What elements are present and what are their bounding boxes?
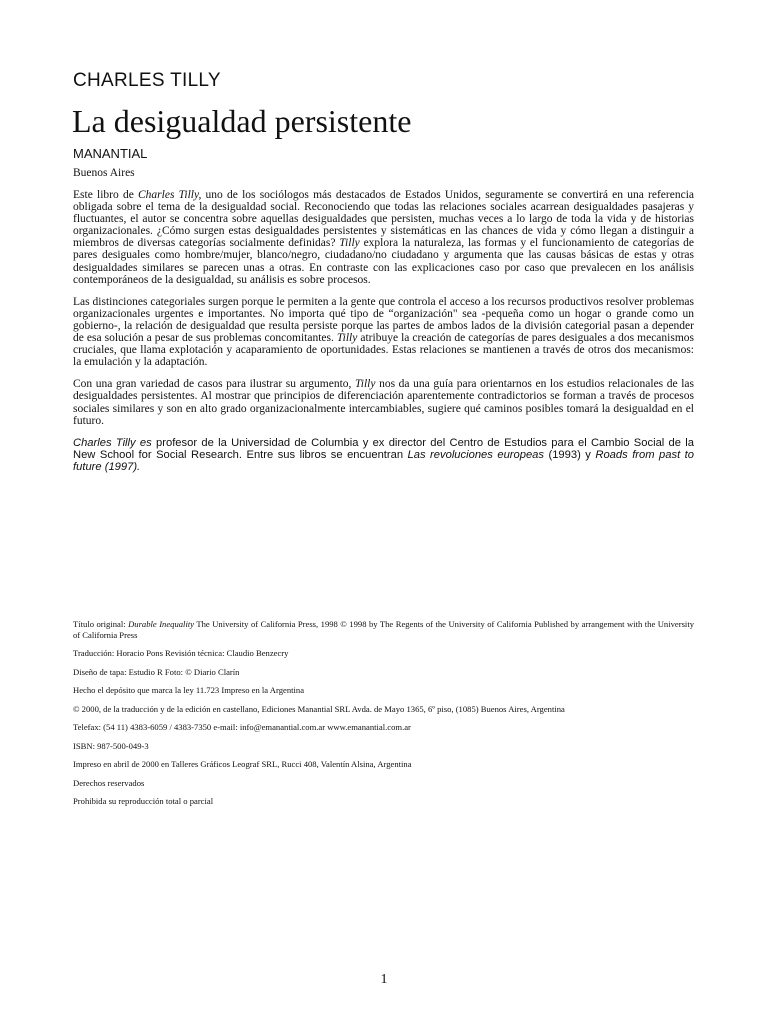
book-title-italic: Las revoluciones europeas	[407, 448, 544, 461]
text-run: Las distinciones categoriales surgen porque le permiten a la gente que controla el acceso a los recursos productivos resolver problemas organizacionales urgentes e importantes. No importa qué tipo de “organización" sea -pequeña como un hogar o grande como un gobierno-, la relación de desigualdad que resulta persiste porque las partes de ambos lados de la división categorial pasan a depender de esa solución a pesar de sus problemas concomitantes.	[73, 295, 694, 345]
author-name: CHARLES TILLY	[73, 70, 221, 91]
credit-legal-deposit: Hecho el depósito que marca la ley 11.723 Impreso en la Argentina	[73, 685, 305, 695]
description-paragraph-2	[73, 296, 694, 369]
book-title: La desigualdad persistente	[72, 103, 412, 139]
description-paragraph-3	[73, 378, 694, 426]
text-run: profesor de la Universidad de Columbia y ex director del Centro de Estudios para el Cambio Social de la New School for Social Research. Entre sus libros se encuentran	[73, 436, 694, 461]
page-number: 1	[380, 972, 388, 987]
author-italic: Tilly	[336, 332, 358, 345]
book-description	[73, 189, 694, 483]
author-bio-paragraph	[73, 437, 694, 473]
text-run: (1993) y	[544, 448, 596, 461]
credit-isbn: ISBN: 987-500-049-3	[73, 740, 149, 751]
text-run: explora la naturaleza, las formas y el funcionamiento de categorías de pares desiguales como hombre/mujer, blanco/negro, ciudadano/no ciudadano y argumenta que las causas básicas de estas y otras desigualdades similares se parecen unas a otras. En contraste con las explicaciones caso por caso que prevalecen en los análisis contemporáneos de la desigualdad, su análisis es sobre procesos.	[73, 237, 694, 286]
credit-contact: Telefax: (54 11) 4383-6059 / 4383-7350 e-mail: info@emanantial.com.ar www.emanantial.com.ar	[73, 722, 411, 732]
credit-rights: Derechos reservados	[73, 777, 145, 788]
text-run: The University of California Press, 1998 © 1998 by The Regents of the University of California Published by arrangement with the University of California Press	[73, 619, 695, 640]
original-title-italic: Durable Inequality	[128, 619, 195, 629]
author-italic: Tilly	[339, 237, 360, 250]
author-italic: Charles Tilly,	[138, 189, 202, 201]
copyright-credits	[73, 619, 694, 815]
description-paragraph-1	[73, 189, 694, 286]
credit-printing: Impreso en abril de 2000 en Talleres Gráficos Leograf SRL, Rucci 408, Valentín Alsina, Argentina	[73, 759, 412, 769]
text-run: Este libro de	[73, 189, 139, 201]
credit-prohibition: Prohibida su reproducción total o parcial	[73, 796, 214, 806]
text-run: Título original:	[73, 619, 129, 629]
text-run: Con una gran variedad de casos para ilustrar su argumento,	[73, 378, 356, 391]
credit-cover-design: Diseño de tapa: Estudio R Foto: © Diario Clarín	[73, 666, 240, 677]
credit-translation: Traducción: Horacio Pons Revisión técnica: Claudio Benzecry	[73, 648, 289, 658]
author-italic: Charles Tilly es	[73, 436, 152, 449]
text-run: uno de los sociólogos más destacados de Estados Unidos, seguramente se convertirá en una referencia obligada sobre el tema de la desigualdad social. Reconociendo que todas las relaciones sociales acarrean desigualdades pasajeras y fluctuantes, el autor se concentra sobre aquellas desigualdades que persisten, muchas veces a lo largo de toda la vida y de historias organizacionales. ¿Cómo surgen estas desigualdades persistentes y sistemáticas en las chances de vida y cómo llegan a distinguir a miembros de diversas categorías socialmente definidas?	[73, 189, 694, 250]
text-run: atribuye la creación de categorías de pares desiguales a dos mecanismos cruciales, que llama explotación y acaparamiento de oportunidades. Estas relaciones se mantienen a través de otros dos mecanismos: la emulación y la adaptación.	[73, 332, 694, 369]
author-italic: Tilly	[355, 378, 376, 391]
book-title-italic: Roads from past to future (1997).	[73, 448, 694, 473]
credit-copyright: © 2000, de la traducción y de la edición en castellano, Ediciones Manantial SRL Avda. de Mayo 1365, 6º piso, (1085) Buenos Aires, Argentina	[73, 703, 565, 714]
publisher-city: Buenos Aires	[73, 167, 135, 179]
text-run: nos da una guía para orientarnos en los estudios relacionales de las desigualdades persistentes. Al mostrar que principios de diferenciación aparentemente contradictorios se forman a través de procesos sociales similares y son en alto grado organizacionalmente intercambiables, sugiere qué caminos posibles tomará la desigualdad en el futuro.	[73, 378, 694, 427]
publisher-name: MANANTIAL	[73, 146, 148, 161]
credit-original-title	[73, 619, 694, 640]
